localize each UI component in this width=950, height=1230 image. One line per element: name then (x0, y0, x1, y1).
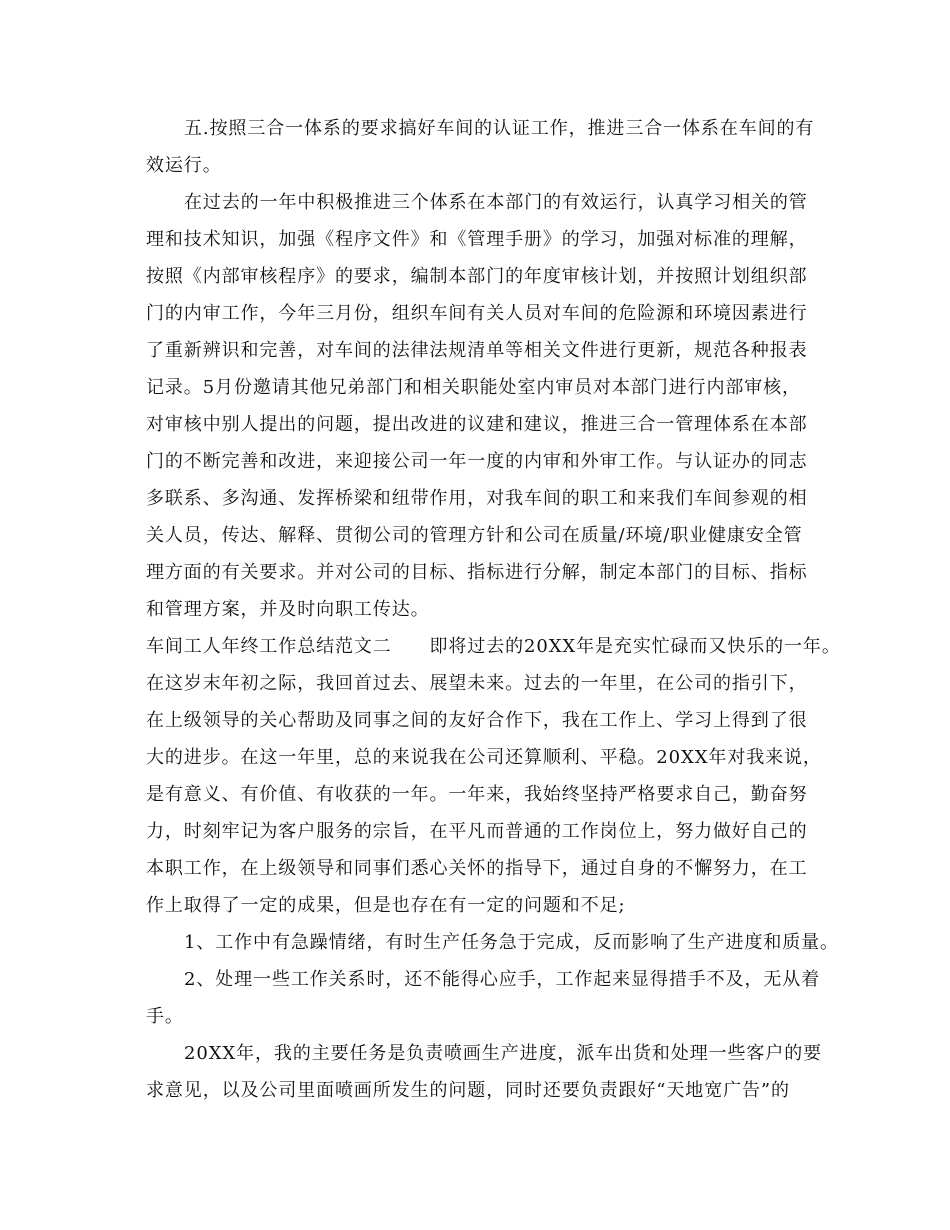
text-line: 理方面的有关要求。并对公司的目标、指标进行分解，制定本部门的目标、指标 (146, 562, 808, 583)
text-line: 门的内审工作，今年三月份，组织车间有关人员对车间的危险源和环境因素进行 (146, 303, 808, 324)
text-line: 门的不断完善和改进，来迎接公司一年一度的内审和外审工作。与认证办的同志 (146, 451, 808, 472)
text-line: 五.按照三合一体系的要求搞好车间的认证工作，推进三合一体系在车间的有 (184, 118, 815, 139)
text-line: 力，时刻牢记为客户服务的宗旨，在平凡而普通的工作岗位上，努力做好自己的 (146, 821, 808, 842)
text-line: 记录。5月份邀请其他兄弟部门和相关职能处室内审员对本部门进行内部审核， (146, 377, 801, 398)
text-line: 求意见，以及公司里面喷画所发生的问题，同时还要负责跟好“天地宽广告”的 (146, 1080, 790, 1101)
text-line: 按照《内部审核程序》的要求，编制本部门的年度审核计划，并按照计划组织部 (146, 266, 808, 287)
text-line: 理和技术知识，加强《程序文件》和《管理手册》的学习，加强对标准的理解， (146, 229, 808, 250)
text-line: 是有意义、有价值、有收获的一年。一年来，我始终坚持严格要求自己，勤奋努 (146, 784, 808, 805)
text-line: 在上级领导的关心帮助及同事之间的友好合作下，我在工作上、学习上得到了很 (146, 710, 808, 731)
text-line: 在过去的一年中积极推进三个体系在本部门的有效运行，认真学习相关的管 (184, 192, 808, 213)
text-line: 效运行。 (146, 155, 222, 176)
text-line: 了重新辨识和完善，对车间的法律法规清单等相关文件进行更新，规范各种报表 (146, 340, 808, 361)
text-line: 大的进步。在这一年里，总的来说我在公司还算顺利、平稳。20XX年对我来说， (146, 747, 822, 768)
text-line: 对审核中别人提出的问题，提出改进的议建和建议，推进三合一管理体系在本部 (146, 414, 808, 435)
list-item-line: 1、工作中有急躁情绪，有时生产任务急于完成，反而影响了生产进度和质量。 (184, 932, 839, 953)
text-line: 多联系、多沟通、发挥桥梁和纽带作用，对我车间的职工和来我们车间参观的相 (146, 488, 808, 509)
text-line: 在这岁末年初之际，我回首过去、展望未来。过去的一年里，在公司的指引下， (146, 673, 808, 694)
section-heading-line: 车间工人年终工作总结范文二 即将过去的20XX年是充实忙碌而又快乐的一年。 (146, 636, 841, 657)
text-line: 作上取得了一定的成果，但是也存在有一定的问题和不足; (146, 895, 626, 916)
text-line: 20XX年，我的主要任务是负责喷画生产进度，派车出货和处理一些客户的要 (184, 1043, 823, 1064)
text-line: 和管理方案，并及时向职工传达。 (146, 599, 430, 620)
text-line: 手。 (146, 1006, 184, 1027)
text-line: 关人员，传达、解释、贯彻公司的管理方针和公司在质量/环境/职业健康安全管 (146, 525, 803, 546)
list-item-line: 2、处理一些工作关系时，还不能得心应手，工作起来显得措手不及，无从着 (184, 969, 821, 990)
text-line: 本职工作，在上级领导和同事们悉心关怀的指导下，通过自身的不懈努力，在工 (146, 858, 808, 879)
